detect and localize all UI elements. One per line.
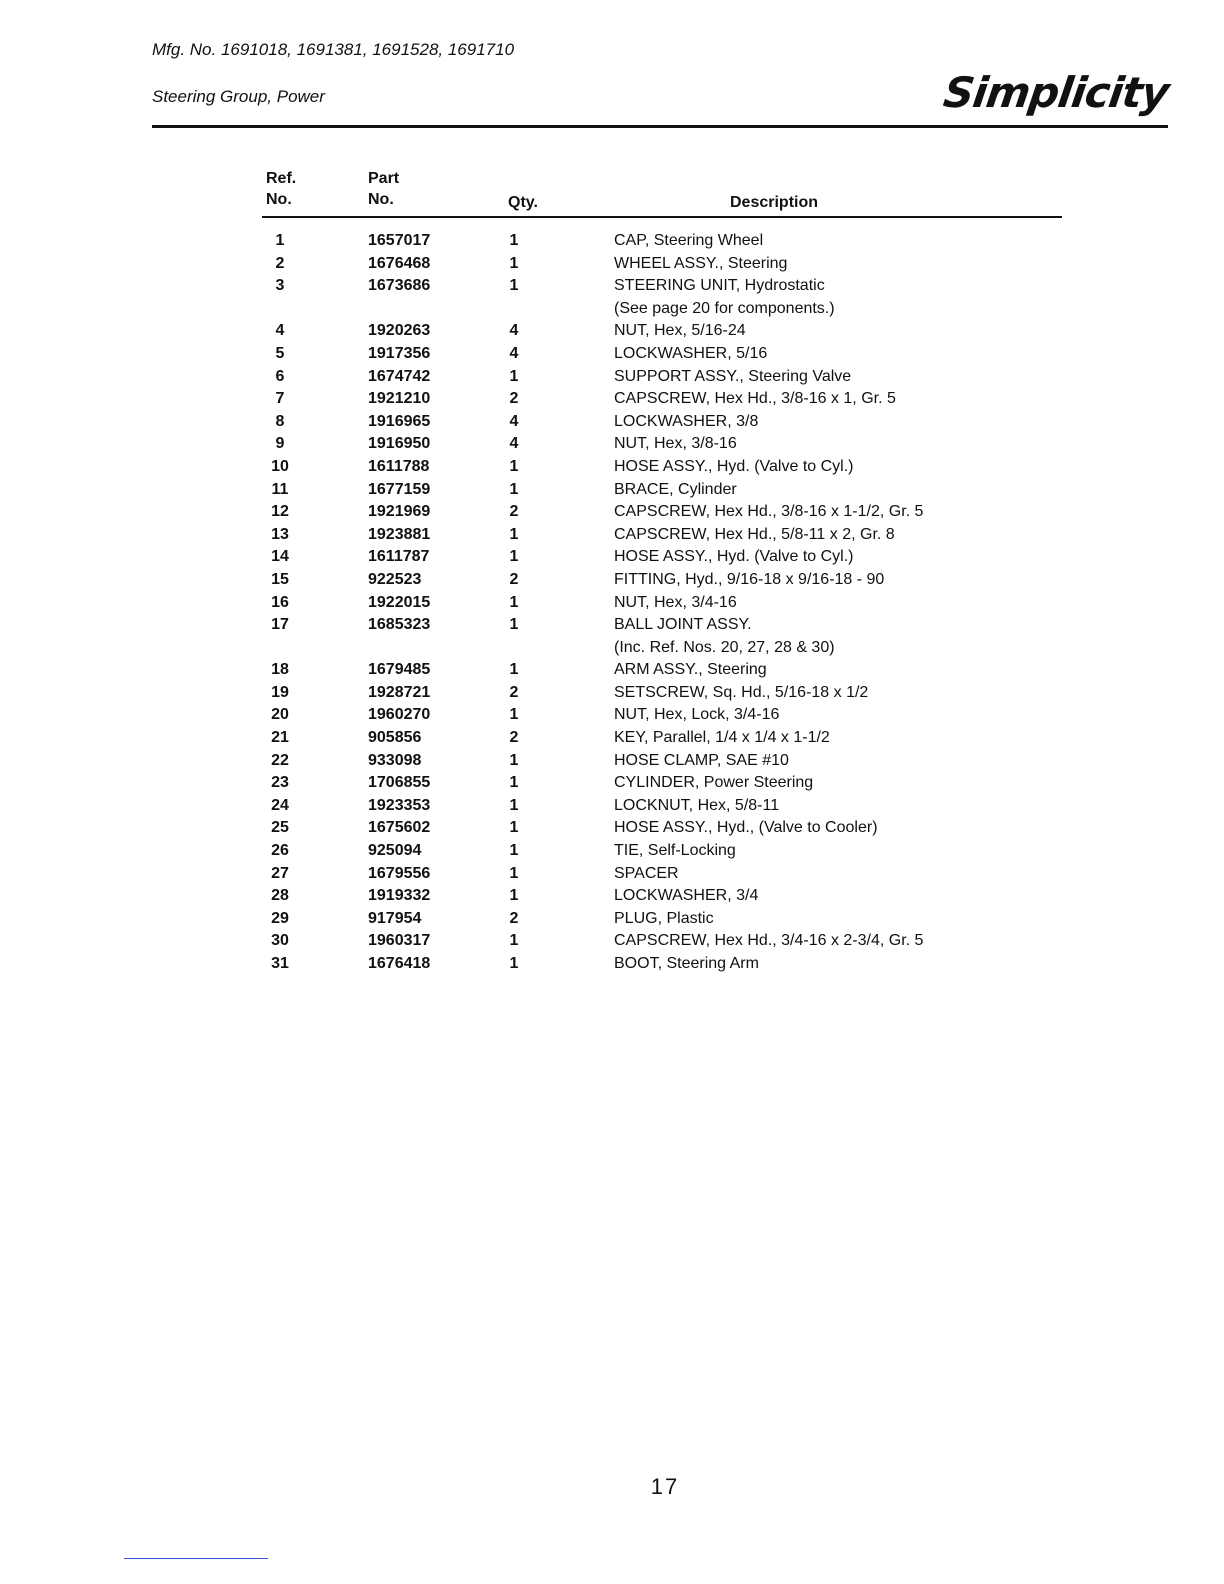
table-row [262,592,1062,615]
part-no-cell: 1657017 [368,232,431,249]
ref-no-cell: 16 [271,593,289,611]
description-cell: CYLINDER, Power Steering [614,774,814,792]
description-cell: FITTING, Hyd., 9/16-18 x 9/16-18 - 90 [614,570,885,588]
ref-no-cell: 20 [271,706,289,724]
qty-cell: 1 [509,593,519,611]
mfg-numbers: Mfg. No. 1691018, 1691381, 1691528, 1691710 [152,40,515,59]
qty-cell: 1 [509,955,519,972]
qty-cell: 1 [509,232,519,249]
ref-header-line1: Ref. [266,170,297,187]
description-cell: BRACE, Cylinder [614,480,737,498]
table-row [262,546,1062,569]
description-cell: CAPSCREW, Hex Hd., 5/8-11 x 2, Gr. 8 [614,525,895,543]
qty-cell: 4 [509,435,519,453]
qty-cell: 2 [509,570,519,588]
part-no-cell: 905856 [368,729,422,747]
ref-no-cell: 4 [275,322,285,340]
qty-cell: 1 [509,548,519,566]
qty-cell: 4 [509,322,519,340]
description-cell: NUT, Hex, 5/16-24 [614,322,746,340]
part-no-cell: 1675602 [368,819,431,837]
section-title: Steering Group, Power [152,87,325,106]
description-cell: LOCKWASHER, 3/8 [614,412,759,430]
table-row [262,885,1062,908]
qty-cell: 2 [509,909,519,927]
table-row [262,366,1062,389]
brand-logo: Simplicity [940,68,1172,117]
part-no-cell: 1611788 [368,457,430,475]
ref-no-cell: 13 [271,525,289,543]
footer-line [124,1558,268,1559]
part-no-cell: 1676418 [368,955,431,972]
ref-no-cell: 9 [275,435,285,453]
description-header: Description [730,194,819,211]
description-note: (Inc. Ref. Nos. 20, 27, 28 & 30) [614,638,835,656]
ref-header-line2: No. [266,191,292,208]
table-row [262,614,1062,659]
ref-no-cell: 27 [271,864,289,882]
part-no-cell: 1916950 [368,435,431,453]
description-cell: HOSE ASSY., Hyd. (Valve to Cyl.) [614,457,854,475]
ref-no-cell: 1 [275,232,285,249]
part-no-cell: 1673686 [368,277,431,295]
part-no-cell: 1706855 [368,774,431,792]
description-cell: HOSE ASSY., Hyd., (Valve to Cooler) [614,819,878,837]
ref-no-header [266,168,296,210]
ref-no-cell: 31 [271,955,289,972]
description-cell: PLUG, Plastic [614,909,714,927]
ref-no-cell: 17 [271,616,289,634]
part-no-cell: 1679556 [368,864,431,882]
qty-cell: 1 [509,796,519,814]
description-cell: HOSE ASSY., Hyd. (Valve to Cyl.) [614,548,854,566]
qty-cell: 4 [509,412,519,430]
table-header [262,168,1062,216]
qty-cell: 1 [509,887,519,905]
ref-no-cell: 5 [275,344,285,362]
ref-no-cell: 19 [271,683,289,701]
ref-no-cell: 2 [275,254,285,272]
description-cell: HOSE CLAMP, SAE #10 [614,751,789,769]
table-row [262,817,1062,840]
part-no-cell: 1685323 [368,616,431,634]
qty-cell: 1 [509,706,519,724]
table-row [262,795,1062,818]
ref-no-cell: 23 [271,774,289,792]
part-no-cell: 1960270 [368,706,431,724]
ref-no-cell: 12 [271,503,289,521]
table-header-rule [262,216,1062,218]
ref-no-cell: 7 [275,390,285,408]
ref-no-cell: 15 [271,570,289,588]
description-cell: NUT, Hex, Lock, 3/4-16 [614,706,780,724]
description-cell: CAPSCREW, Hex Hd., 3/4-16 x 2-3/4, Gr. 5 [614,932,924,950]
qty-cell: 2 [509,683,519,701]
description-cell: SPACER [614,864,679,882]
ref-no-cell: 28 [271,887,289,905]
table-row [262,433,1062,456]
ref-no-cell: 24 [271,796,289,814]
part-no-cell: 1923881 [368,525,431,543]
ref-no-cell: 11 [271,480,289,498]
table-row [262,230,1062,253]
page-number: 17 [650,1474,680,1499]
part-no-cell: 1921210 [368,390,431,408]
table-row [262,704,1062,727]
part-no-cell: 1922015 [368,593,431,611]
table-row [262,953,1062,976]
description-cell: CAP, Steering Wheel [614,232,764,249]
qty-cell: 1 [509,842,519,860]
ref-no-cell: 3 [275,277,285,295]
table-row [262,682,1062,705]
qty-cell: 1 [509,932,519,950]
part-no-cell: 1679485 [368,661,431,679]
table-row [262,253,1062,276]
table-row [262,727,1062,750]
part-no-cell: 1611787 [368,548,430,566]
qty-header: Qty. [508,194,538,211]
qty-cell: 1 [509,774,519,792]
description-cell: BALL JOINT ASSY. [614,616,752,634]
table-row [262,320,1062,343]
table-row [262,930,1062,953]
table-body [262,230,1062,976]
qty-cell: 2 [509,503,519,521]
description-note: (See page 20 for components.) [614,299,835,317]
description-cell: CAPSCREW, Hex Hd., 3/8-16 x 1-1/2, Gr. 5 [614,503,924,521]
part-no-cell: 1916965 [368,412,431,430]
part-no-cell: 1676468 [368,254,431,272]
description-cell: NUT, Hex, 3/4-16 [614,593,737,611]
part-no-cell: 933098 [368,751,422,769]
table-row [262,388,1062,411]
header-rule [152,125,1168,128]
ref-no-cell: 14 [271,548,289,566]
qty-cell: 1 [509,277,519,295]
qty-cell: 1 [509,661,519,679]
ref-no-cell: 21 [271,729,289,747]
part-no-cell: 925094 [368,842,422,860]
part-no-cell: 1923353 [368,796,431,814]
description-cell: CAPSCREW, Hex Hd., 3/8-16 x 1, Gr. 5 [614,390,896,408]
table-row [262,343,1062,366]
ref-no-cell: 8 [275,412,285,430]
qty-cell: 1 [509,457,519,475]
qty-cell: 1 [509,616,519,634]
table-row [262,501,1062,524]
part-header-line1: Part [368,170,400,187]
qty-cell: 2 [509,390,519,408]
ref-no-cell: 10 [271,457,289,475]
qty-cell: 1 [509,525,519,543]
table-row [262,411,1062,434]
table-row [262,908,1062,931]
table-row [262,456,1062,479]
description-cell: LOCKNUT, Hex, 5/8-11 [614,796,780,814]
part-no-cell: 1917356 [368,344,431,362]
part-no-cell: 1919332 [368,887,431,905]
description-cell: SETSCREW, Sq. Hd., 5/16-18 x 1/2 [614,683,869,701]
ref-no-cell: 25 [271,819,289,837]
description-cell: WHEEL ASSY., Steering [614,254,788,272]
description-cell: LOCKWASHER, 3/4 [614,887,759,905]
part-no-header [368,168,399,210]
part-no-cell: 1674742 [368,367,431,385]
description-cell: ARM ASSY., Steering [614,661,767,679]
qty-cell: 1 [509,751,519,769]
description-cell: TIE, Self-Locking [614,842,736,860]
description-cell: STEERING UNIT, Hydrostatic [614,277,825,295]
part-no-cell: 1928721 [368,683,431,701]
ref-no-cell: 30 [271,932,289,950]
table-row [262,524,1062,547]
qty-cell: 1 [509,480,519,498]
description-cell: NUT, Hex, 3/8-16 [614,435,737,453]
qty-cell: 1 [509,864,519,882]
table-row [262,569,1062,592]
qty-cell: 1 [509,819,519,837]
qty-cell: 1 [509,367,519,385]
qty-cell: 4 [509,344,519,362]
description-cell: BOOT, Steering Arm [614,955,759,972]
table-row [262,840,1062,863]
parts-table [262,168,1062,976]
table-row [262,863,1062,886]
description-cell: LOCKWASHER, 5/16 [614,344,768,362]
table-row [262,772,1062,795]
qty-cell: 2 [509,729,519,747]
part-no-cell: 1920263 [368,322,431,340]
part-no-cell: 1960317 [368,932,431,950]
qty-cell: 1 [509,254,519,272]
part-header-line2: No. [368,191,394,208]
ref-no-cell: 26 [271,842,289,860]
description-cell: KEY, Parallel, 1/4 x 1/4 x 1-1/2 [614,729,830,747]
ref-no-cell: 6 [275,367,285,385]
part-no-cell: 1677159 [368,480,431,498]
table-row [262,750,1062,773]
ref-no-cell: 18 [271,661,289,679]
table-row [262,659,1062,682]
table-row [262,275,1062,320]
table-row [262,479,1062,502]
part-no-cell: 917954 [368,909,422,927]
part-no-cell: 1921969 [368,503,431,521]
ref-no-cell: 22 [271,751,289,769]
description-cell: SUPPORT ASSY., Steering Valve [614,367,852,385]
part-no-cell: 922523 [368,570,422,588]
ref-no-cell: 29 [271,909,289,927]
